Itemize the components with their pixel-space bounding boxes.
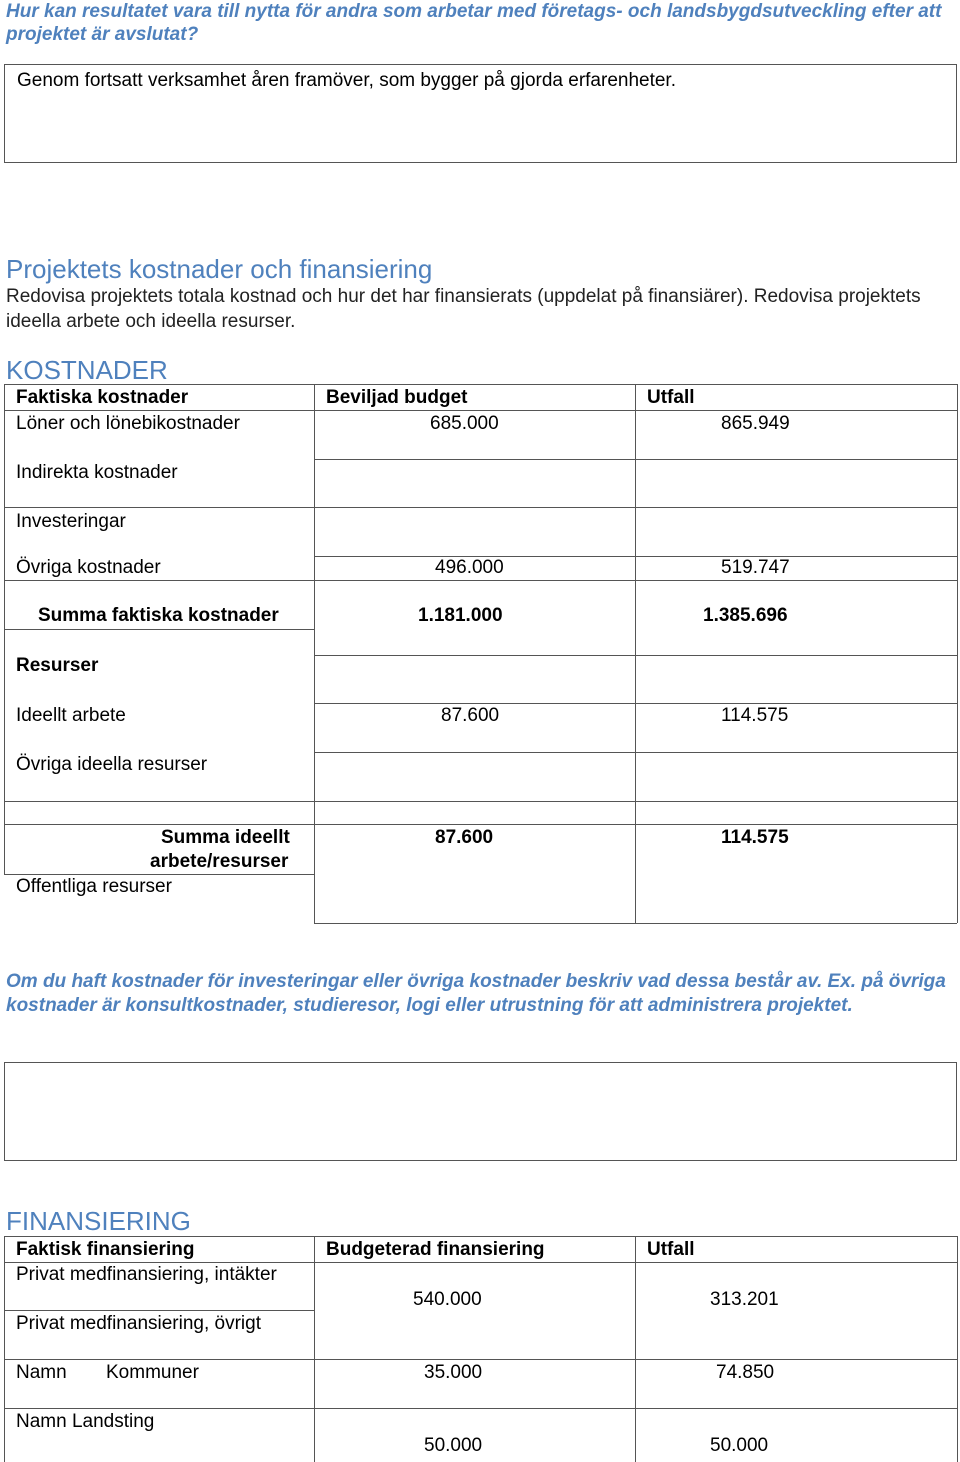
answer-1-box[interactable] <box>4 64 957 163</box>
row-indirekta-label: Indirekta kostnader <box>16 462 178 483</box>
row-summa-utfall: 1.385.696 <box>703 605 788 626</box>
row-ovriga-budget: 496.000 <box>435 557 504 578</box>
kostnader-heading: KOSTNADER <box>6 355 168 385</box>
section-description: Redovisa projektets totala kostnad och hur det har finansierats (uppdelat på finansiärer). Redovisa projektets ideella arbete och ideella resurser. <box>6 286 921 332</box>
row-ideellt-budget: 87.600 <box>441 705 500 726</box>
row-ovriga-ideella-label: Övriga ideella resurser <box>16 754 208 775</box>
row-loner-utfall: 865.949 <box>721 413 790 434</box>
finansiering-header-faktisk: Faktisk finansiering <box>16 1239 195 1260</box>
row-summa-label: Summa faktiska kostnader <box>38 605 279 626</box>
row-landsting-label: Namn Landsting <box>16 1411 155 1432</box>
row-landsting-utfall: 50.000 <box>710 1435 769 1456</box>
answer-2-box[interactable] <box>4 1062 957 1161</box>
row-kommuner-label: Kommuner <box>106 1362 199 1383</box>
row-offentliga-label: Offentliga resurser <box>16 876 172 897</box>
row-intakter-utfall: 313.201 <box>710 1289 779 1310</box>
row-investeringar-label: Investeringar <box>16 511 126 532</box>
row-ovriga-label: Övriga kostnader <box>16 557 161 578</box>
row-summa-budget: 1.181.000 <box>418 605 503 626</box>
finansiering-header-utfall: Utfall <box>647 1239 695 1260</box>
question-1: Hur kan resultatet vara till nytta för andra som arbetar med företags- och landsbygdsutveckling efter att projektet är avslutat? <box>6 1 942 45</box>
row-resurser-label: Resurser <box>16 655 99 676</box>
finansiering-heading: FINANSIERING <box>6 1206 191 1236</box>
kostnader-header-utfall: Utfall <box>647 387 695 408</box>
section-title: Projektets kostnader och finansiering <box>6 254 433 284</box>
row-summa-ideellt-budget: 87.600 <box>435 827 494 848</box>
row-loner-label: Löner och lönebikostnader <box>16 413 240 434</box>
row-intakter-budget: 540.000 <box>413 1289 482 1310</box>
row-summa-ideellt-label-1: Summa ideellt <box>161 827 290 848</box>
row-ideellt-label: Ideellt arbete <box>16 705 126 726</box>
finansiering-header-budgeterad: Budgeterad finansiering <box>326 1239 545 1260</box>
row-loner-budget: 685.000 <box>430 413 499 434</box>
row-landsting-budget: 50.000 <box>424 1435 483 1456</box>
row-summa-ideellt-utfall: 114.575 <box>721 827 789 848</box>
kostnader-header-beviljad: Beviljad budget <box>326 387 468 408</box>
question-2: Om du haft kostnader för investeringar eller övriga kostnader beskriv vad dessa består av. Ex. på övriga kostnader är konsultkostnader, studieresor, logi eller utrustning för att administrera projektet. <box>6 971 946 1016</box>
row-ideellt-utfall: 114.575 <box>721 705 789 726</box>
row-ovriga-utfall: 519.747 <box>721 557 790 578</box>
row-kommuner-utfall: 74.850 <box>716 1362 775 1383</box>
kostnader-header-faktiska: Faktiska kostnader <box>16 387 189 408</box>
row-ovrigt-label: Privat medfinansiering, övrigt <box>16 1313 261 1334</box>
answer-1-text: Genom fortsatt verksamhet åren framöver, som bygger på gjorda erfarenheter. <box>17 70 676 91</box>
row-kommuner-namn: Namn <box>16 1362 67 1383</box>
row-summa-ideellt-label-2: arbete/resurser <box>150 851 289 872</box>
row-intakter-label: Privat medfinansiering, intäkter <box>16 1264 277 1285</box>
row-kommuner-budget: 35.000 <box>424 1362 483 1383</box>
